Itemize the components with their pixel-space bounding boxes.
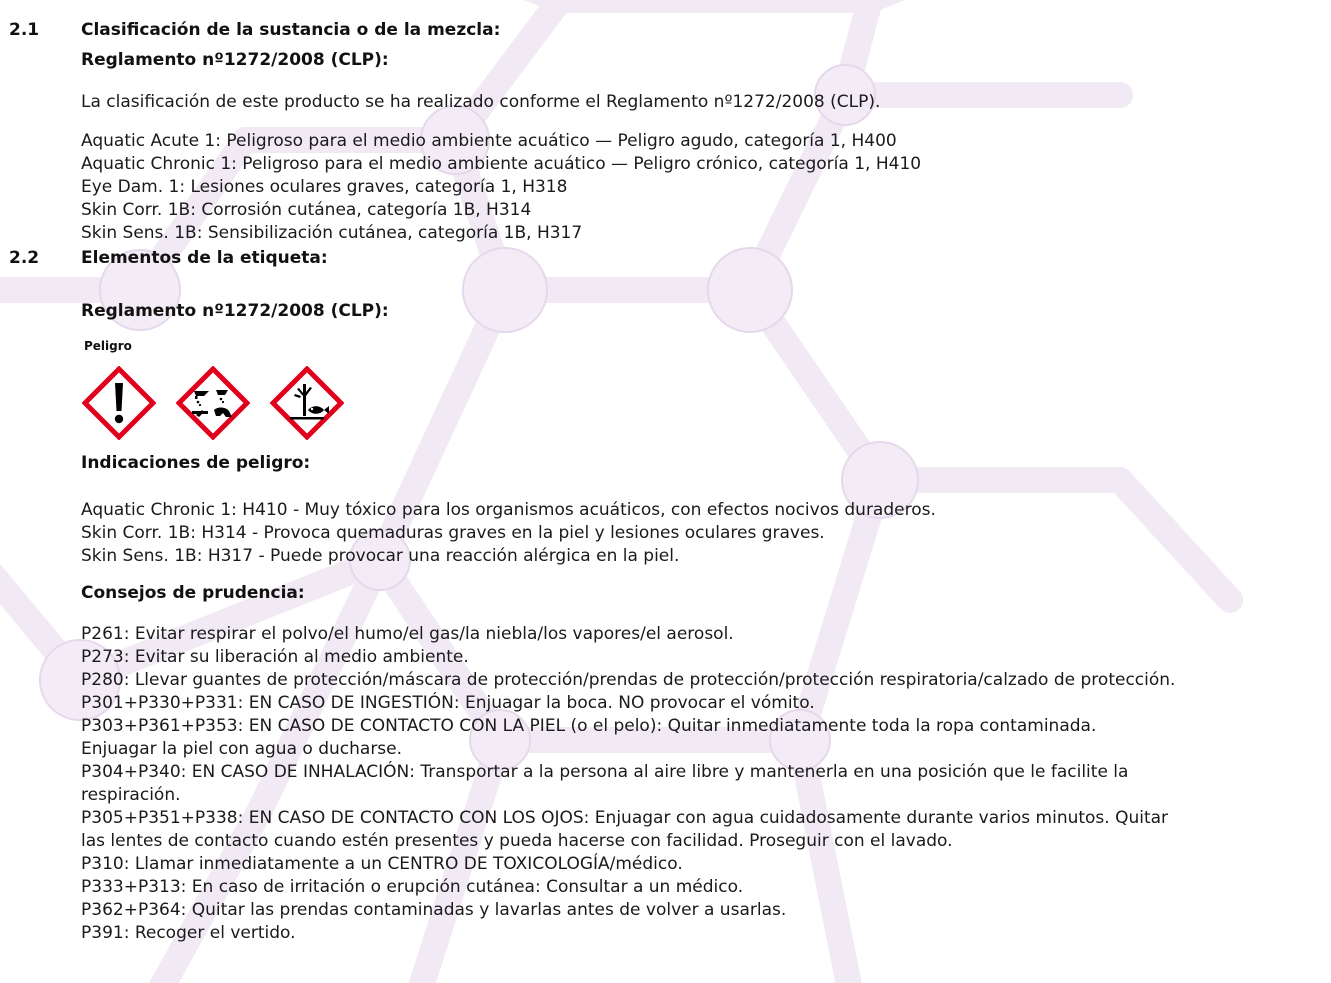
section-number: 2.1	[9, 20, 40, 40]
classification-item: Skin Corr. 1B: Corrosión cutánea, categoría 1B, H314	[81, 200, 532, 220]
hazard-statement: Skin Corr. 1B: H314 - Provoca quemaduras graves en la piel y lesiones oculares graves.	[81, 523, 825, 543]
precautionary-statement: P301+P330+P331: EN CASO DE INGESTIÓN: Enjuagar la boca. NO provocar el vómito.	[81, 693, 815, 713]
environment-pictogram-icon	[270, 366, 344, 440]
precautionary-statement: P305+P351+P338: EN CASO DE CONTACTO CON LOS OJOS: Enjuagar con agua cuidadosamente durante varios minutos. Quitar	[81, 808, 1169, 828]
classification-item: Aquatic Acute 1: Peligroso para el medio ambiente acuático — Peligro agudo, categoría 1, H400	[81, 131, 897, 151]
hazard-statements-list	[81, 499, 936, 568]
clp-heading: Reglamento nº1272/2008 (CLP):	[81, 50, 389, 70]
section-title-label-elements: Elementos de la etiqueta:	[81, 248, 328, 268]
precautionary-statement: P273: Evitar su liberación al medio ambiente.	[81, 647, 469, 667]
precautionary-statement: P362+P364: Quitar las prendas contaminadas y lavarlas antes de volver a usarlas.	[81, 900, 787, 920]
clp-intro: La clasificación de este producto se ha realizado conforme el Reglamento nº1272/2008 (CLP).	[81, 92, 881, 112]
precautionary-statement: P280: Llevar guantes de protección/máscara de protección/prendas de protección/protección respiratoria/calzado de protección.	[81, 670, 1176, 690]
classification-item: Skin Sens. 1B: Sensibilización cutánea, categoría 1B, H317	[81, 223, 583, 243]
precautionary-statement: las lentes de contacto cuando estén presentes y pueda hacerse con facilidad. Proseguir con el lavado.	[81, 831, 953, 851]
precautionary-statement: P261: Evitar respirar el polvo/el humo/el gas/la niebla/los vapores/el aerosol.	[81, 624, 734, 644]
precautionary-statement: P333+P313: En caso de irritación o erupción cutánea: Consultar a un médico.	[81, 877, 744, 897]
precautionary-heading: Consejos de prudencia:	[81, 583, 305, 603]
hazard-statement: Skin Sens. 1B: H317 - Puede provocar una reacción alérgica en la piel.	[81, 546, 680, 566]
hazard-statement: Aquatic Chronic 1: H410 - Muy tóxico para los organismos acuáticos, con efectos nocivos duraderos.	[81, 500, 936, 520]
section-title-classification: Clasificación de la sustancia o de la mezcla:	[81, 20, 501, 40]
precautionary-list	[81, 623, 1175, 945]
signal-word: Peligro	[84, 339, 132, 353]
precautionary-statement: P391: Recoger el vertido.	[81, 923, 296, 943]
section-number: 2.2	[9, 248, 40, 268]
precautionary-statement: P304+P340: EN CASO DE INHALACIÓN: Transportar a la persona al aire libre y mantenerla en una posición que le facilite la	[81, 762, 1129, 782]
precautionary-statement: P310: Llamar inmediatamente a un CENTRO DE TOXICOLOGÍA/médico.	[81, 854, 683, 874]
classification-item: Aquatic Chronic 1: Peligroso para el medio ambiente acuático — Peligro crónico, categoría 1, H410	[81, 154, 922, 174]
hazard-statements-heading: Indicaciones de peligro:	[81, 453, 311, 473]
classification-list	[81, 130, 921, 245]
precautionary-statement: P303+P361+P353: EN CASO DE CONTACTO CON LA PIEL (o el pelo): Quitar inmediatamente toda la ropa contaminada.	[81, 716, 1097, 736]
exclamation-pictogram-icon	[82, 366, 156, 440]
corrosion-pictogram-icon	[176, 366, 250, 440]
precautionary-statement: respiración.	[81, 785, 181, 805]
label-clp-heading: Reglamento nº1272/2008 (CLP):	[81, 301, 389, 321]
precautionary-statement: Enjuagar la piel con agua o ducharse.	[81, 739, 403, 759]
classification-item: Eye Dam. 1: Lesiones oculares graves, categoría 1, H318	[81, 177, 568, 197]
